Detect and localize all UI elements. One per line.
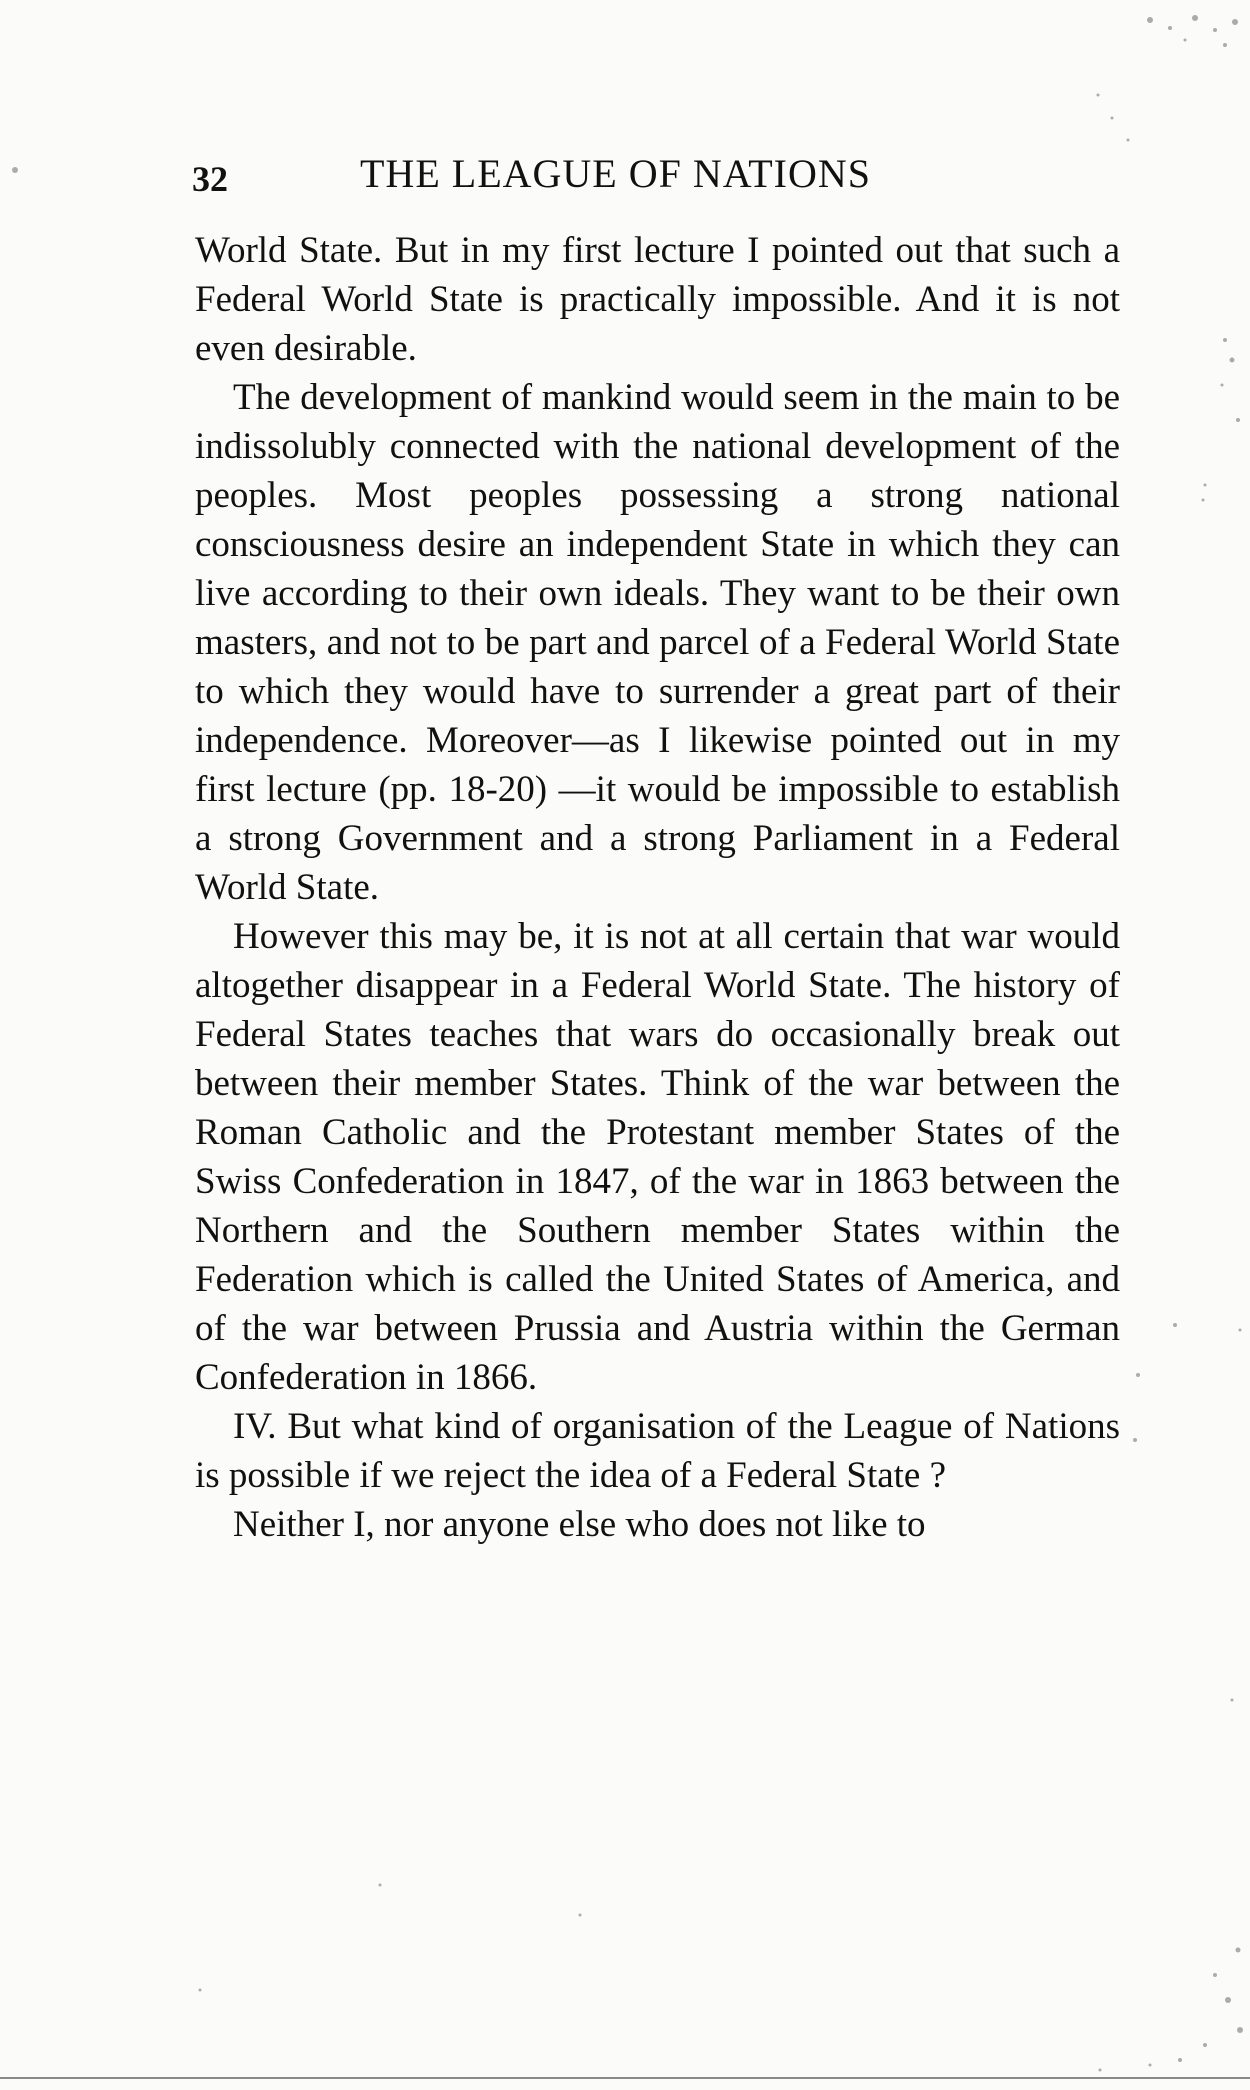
page-edge-line: [0, 2077, 1250, 2079]
running-title: THE LEAGUE OF NATIONS: [360, 151, 871, 196]
paragraph: The development of mankind would seem in the main to be indissolubly connected with the national development of the peoples. Most peoples possessing a strong national consciousness desire an independent State in which they can live according to their own ideals. They want to be their own masters, and not to be part and parcel of a Federal World State to which they would have to surrender a great part of their independence. Moreover—as I likewise pointed out in my first lecture (pp. 18-20) —it would be impossible to establish a strong Government and a strong Parliament in a Federal World State.: [195, 377, 1120, 908]
paragraph-section-iv: IV. But what kind of organisation of the League of Nations is possible if we reject the idea of a Federal State ?: [195, 1406, 1120, 1496]
body-text: [195, 226, 1120, 1549]
paragraph: However this may be, it is not at all certain that war would altogether disappear in a Federal World State. The history of Federal States teaches that wars do occasionally break out between their member States. Think of the war between the Roman Catholic and the Protestant member States of the Swiss Confederation in 1847, of the war in 1863 between the Northern and the Southern member States within the Federation which is called the United States of America, and of the war between Prussia and Austria within the German Confederation in 1866.: [195, 916, 1120, 1398]
paragraph-final: Neither I, nor anyone else who does not like to: [233, 1504, 926, 1545]
paragraph-continuation: World State. But in my first lecture I pointed out that such a Federal World State is practically impossible. And it is not even desirable.: [195, 230, 1120, 369]
page-header: [0, 150, 1250, 210]
page-number: 32: [192, 159, 228, 199]
